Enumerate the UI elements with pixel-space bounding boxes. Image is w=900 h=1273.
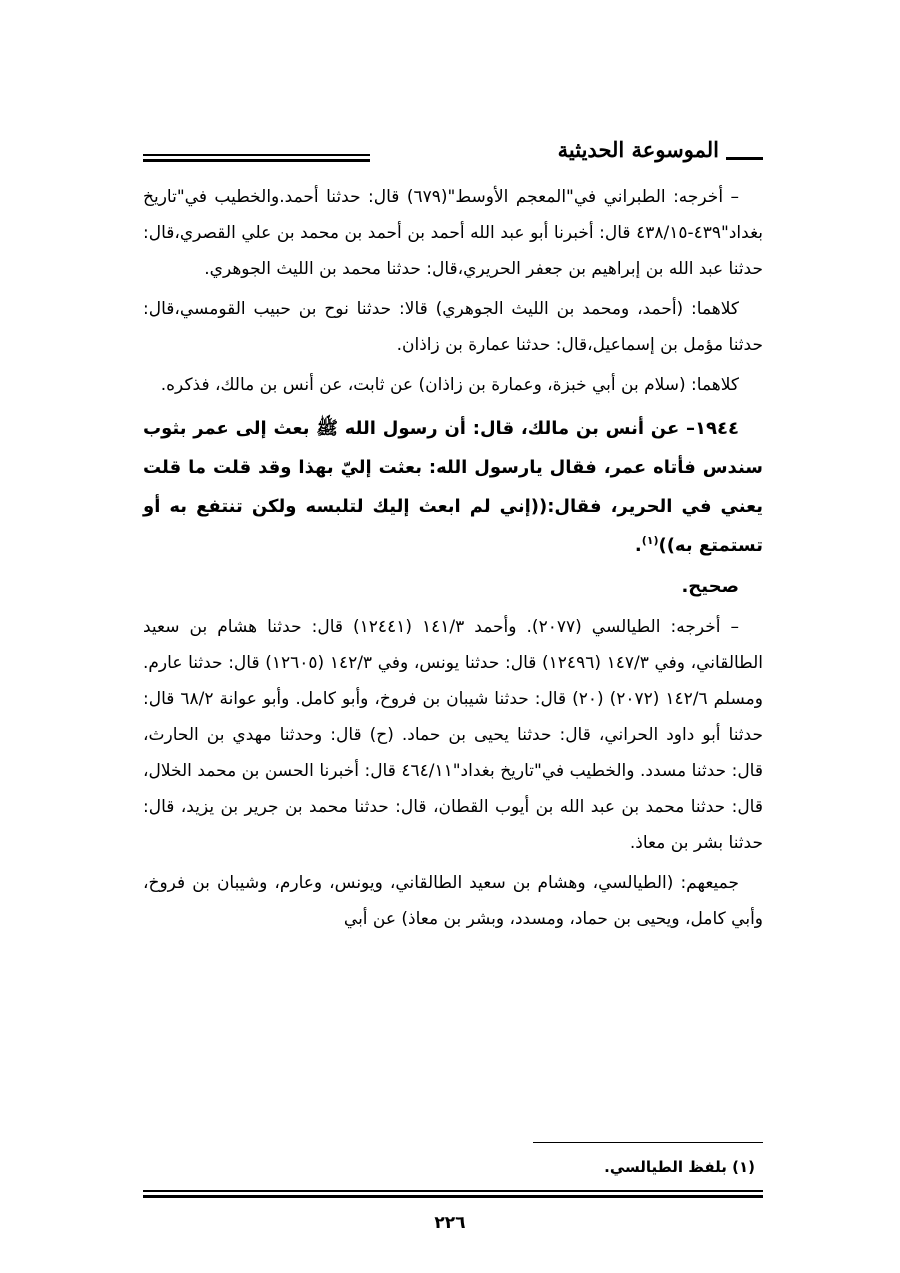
paragraph-6: – أخرجه: الطيالسي (٢٠٧٧). وأحمد ١٤١/٣ (١٢٤٤١) قال: حدثنا هشام بن سعيد الطالقاني، وفي ١٤٧/٣ (١٢٤٩٦) قال: حدثنا يونس، وفي ١٤٢/٣ (١٢٦٠٥) قال: حدثنا عارم. ومسلم ١٤٢/٦ (٢٠٧٢) (٢٠) قال: حدثنا شيبان بن فروخ، وأبو كامل. وأبو عوانة ٦٨/٢ قال: حدثنا أبو داود الحراني، قال: حدثنا يحيى بن حماد. (ح) قال: وحدثنا مهدي بن الحارث، قال: حدثنا مسدد. والخطيب في"تاريخ بغداد"٤٦٤/١١ قال: أخبرنا الحسن بن محمد الخلال، قال: حدثنا محمد بن عبد الله بن أيوب القطان، قال: حدثنا محمد بن جرير بن يزيد، قال: حدثنا بشر بن معاذ.: [143, 617, 764, 853]
hadith-body: ١٩٤٤– عن أنس بن مالك، قال: أن رسول الله ﷺ بعث إلى عمر بثوب سندس فأتاه عمر، فقال يارسول الله: بعثت إليّ بهذا وقد قلت ما قلت يعني في الحرير، فقال:((إني لم ابعث إليك لتلبسه ولكن تنتفع به أو تستمتع به)): [143, 418, 763, 556]
footer-rule-lower: [143, 1195, 763, 1198]
hadith-text: [143, 409, 763, 565]
header-rule-lower: [143, 159, 370, 162]
header-rule-short: [726, 157, 763, 160]
hadith-end: .: [634, 535, 642, 556]
footnote: (١) بلفظ الطيالسي.: [604, 1158, 755, 1176]
header-title: الموسوعة الحديثية: [557, 137, 719, 162]
header-rule-upper: [143, 154, 370, 156]
paragraph-1: – أخرجه: الطبراني في"المعجم الأوسط"(٦٧٩) قال: حدثنا أحمد.والخطيب في"تاريخ بغداد"٤٣٩-٤٣٨/١٥ قال: أخبرنا أبو عبد الله أحمد بن أحمد بن محمد بن علي القصري،قال: حدثنا عبد الله بن إبراهيم بن جعفر الحريري،قال: حدثنا محمد بن الليث الجوهري.: [143, 187, 763, 279]
running-header: [143, 137, 763, 171]
paragraph-3: كلاهما: (سلام بن أبي خبزة، وعمارة بن زاذان) عن ثابت، عن أنس بن مالك، فذكره.: [160, 375, 739, 395]
footnote-ref: (١): [641, 534, 659, 547]
page-number: ٢٢٦: [434, 1213, 466, 1233]
grading-heading: صحيح.: [681, 576, 739, 597]
paragraph-7: جميعهم: (الطيالسي، وهشام بن سعيد الطالقاني، ويونس، وعارم، وشيبان بن فروخ، وأبي كامل، ويحيى بن حماد، ومسدد، وبشر بن معاذ) عن أبي: [143, 873, 763, 929]
paragraph-2: كلاهما: (أحمد، ومحمد بن الليث الجوهري) قالا: حدثنا نوح بن حبيب القومسي،قال: حدثنا مؤمل بن إسماعيل،قال: حدثنا عمارة بن زاذان.: [143, 299, 763, 355]
footer-rule-upper: [143, 1190, 763, 1192]
footnote-separator: [533, 1142, 763, 1143]
page-body: [143, 179, 763, 941]
